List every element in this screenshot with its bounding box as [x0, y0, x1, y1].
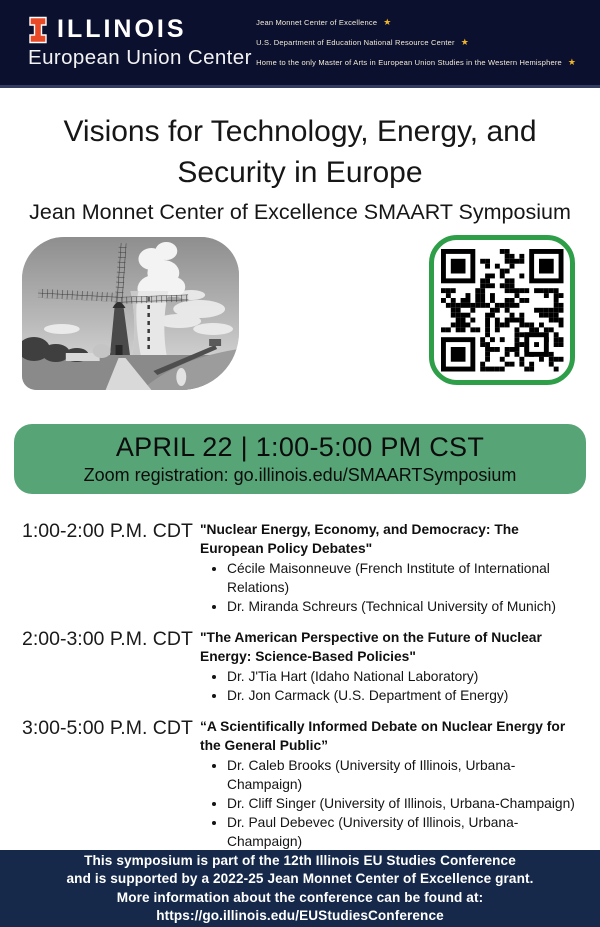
event-registration-url: Zoom registration: go.illinois.edu/SMAARTSymposium — [83, 465, 517, 485]
speaker: • Dr. Cliff Singer (University of Illinois, Urbana-Champaign) — [227, 794, 582, 813]
speaker: • Dr. J'Tia Hart (Idaho National Laboratory) — [227, 667, 582, 686]
session-time: 2:00-3:00 P.M. CDT — [22, 628, 193, 650]
registration-qr-code — [429, 235, 575, 385]
page-title — [0, 111, 600, 193]
session-1 — [22, 520, 578, 616]
footer-line: This symposium is part of the 12th Illinois EU Studies Conference — [84, 852, 516, 868]
header-bar — [0, 0, 600, 88]
eu-center-logo — [28, 15, 252, 70]
windmill-cooling-tower-photo — [22, 237, 239, 390]
footer-line: and is supported by a 2022-25 Jean Monnet Center of Excellence grant. — [66, 871, 534, 886]
session-time: 1:00-2:00 P.M. CDT — [22, 520, 193, 542]
title-block — [0, 111, 600, 225]
star-icon: ★ — [460, 37, 469, 47]
badge-label: Jean Monnet Center of Excellence — [256, 18, 378, 27]
session-title: "The American Perspective on the Future of Nuclear Energy: Science-Based Policies" — [200, 630, 542, 664]
header-badges — [256, 18, 582, 67]
speaker: • Dr. Miranda Schreurs (Technical University of Munich) — [227, 597, 582, 616]
title-line-1: Visions for Technology, Energy, and — [63, 115, 537, 148]
speaker: • Dr. Paul Debevec (University of Illinois, Urbana-Champaign) — [227, 813, 582, 851]
speaker-list — [200, 756, 582, 851]
title-line-2: Security in Europe — [177, 156, 423, 189]
speaker: • Cécile Maisonneuve (French Institute of International Relations) — [227, 559, 582, 597]
star-icon: ★ — [567, 57, 576, 67]
speaker-list — [200, 667, 582, 705]
footer-url: https://go.illinois.edu/EUStudiesConference — [156, 908, 444, 923]
page-subtitle: Jean Monnet Center of Excellence SMAART Symposium — [29, 200, 571, 224]
brand-subtitle: European Union Center — [28, 46, 252, 69]
badge-label: U.S. Department of Education National Resource Center — [256, 38, 455, 47]
session-details — [200, 628, 582, 705]
session-title: "Nuclear Energy, Economy, and Democracy: The European Policy Debates" — [200, 522, 519, 556]
badge-label: Home to the only Master of Arts in European Union Studies in the Western Hemisphere — [256, 58, 562, 67]
star-icon: ★ — [383, 17, 392, 27]
brand-name: ILLINOIS — [57, 15, 187, 43]
windmill-photo-illustration — [22, 237, 239, 390]
media-row — [0, 235, 600, 397]
schedule — [22, 520, 578, 851]
speaker: • Dr. Jon Carmack (U.S. Department of Energy) — [227, 686, 582, 705]
session-time: 3:00-5:00 P.M. CDT — [22, 717, 193, 739]
event-banner — [14, 424, 586, 494]
badge-row — [256, 38, 576, 47]
session-details — [200, 717, 582, 851]
session-3 — [22, 717, 578, 851]
brand-row — [28, 15, 252, 44]
speaker-list — [200, 559, 582, 616]
session-2 — [22, 628, 578, 705]
badge-row — [256, 18, 576, 27]
speaker: • Dr. Caleb Brooks (University of Illinois, Urbana-Champaign) — [227, 756, 582, 794]
badge-row — [256, 58, 576, 67]
illinois-block-i-icon — [28, 16, 48, 44]
event-datetime: APRIL 22 | 1:00-5:00 PM CST — [115, 432, 485, 462]
session-title: “A Scientifically Informed Debate on Nuclear Energy for the General Public” — [200, 719, 566, 753]
qr-pattern — [441, 249, 564, 372]
session-details — [200, 520, 582, 616]
footer-line: More information about the conference can be found at: — [116, 889, 484, 905]
footer-bar — [0, 850, 600, 927]
